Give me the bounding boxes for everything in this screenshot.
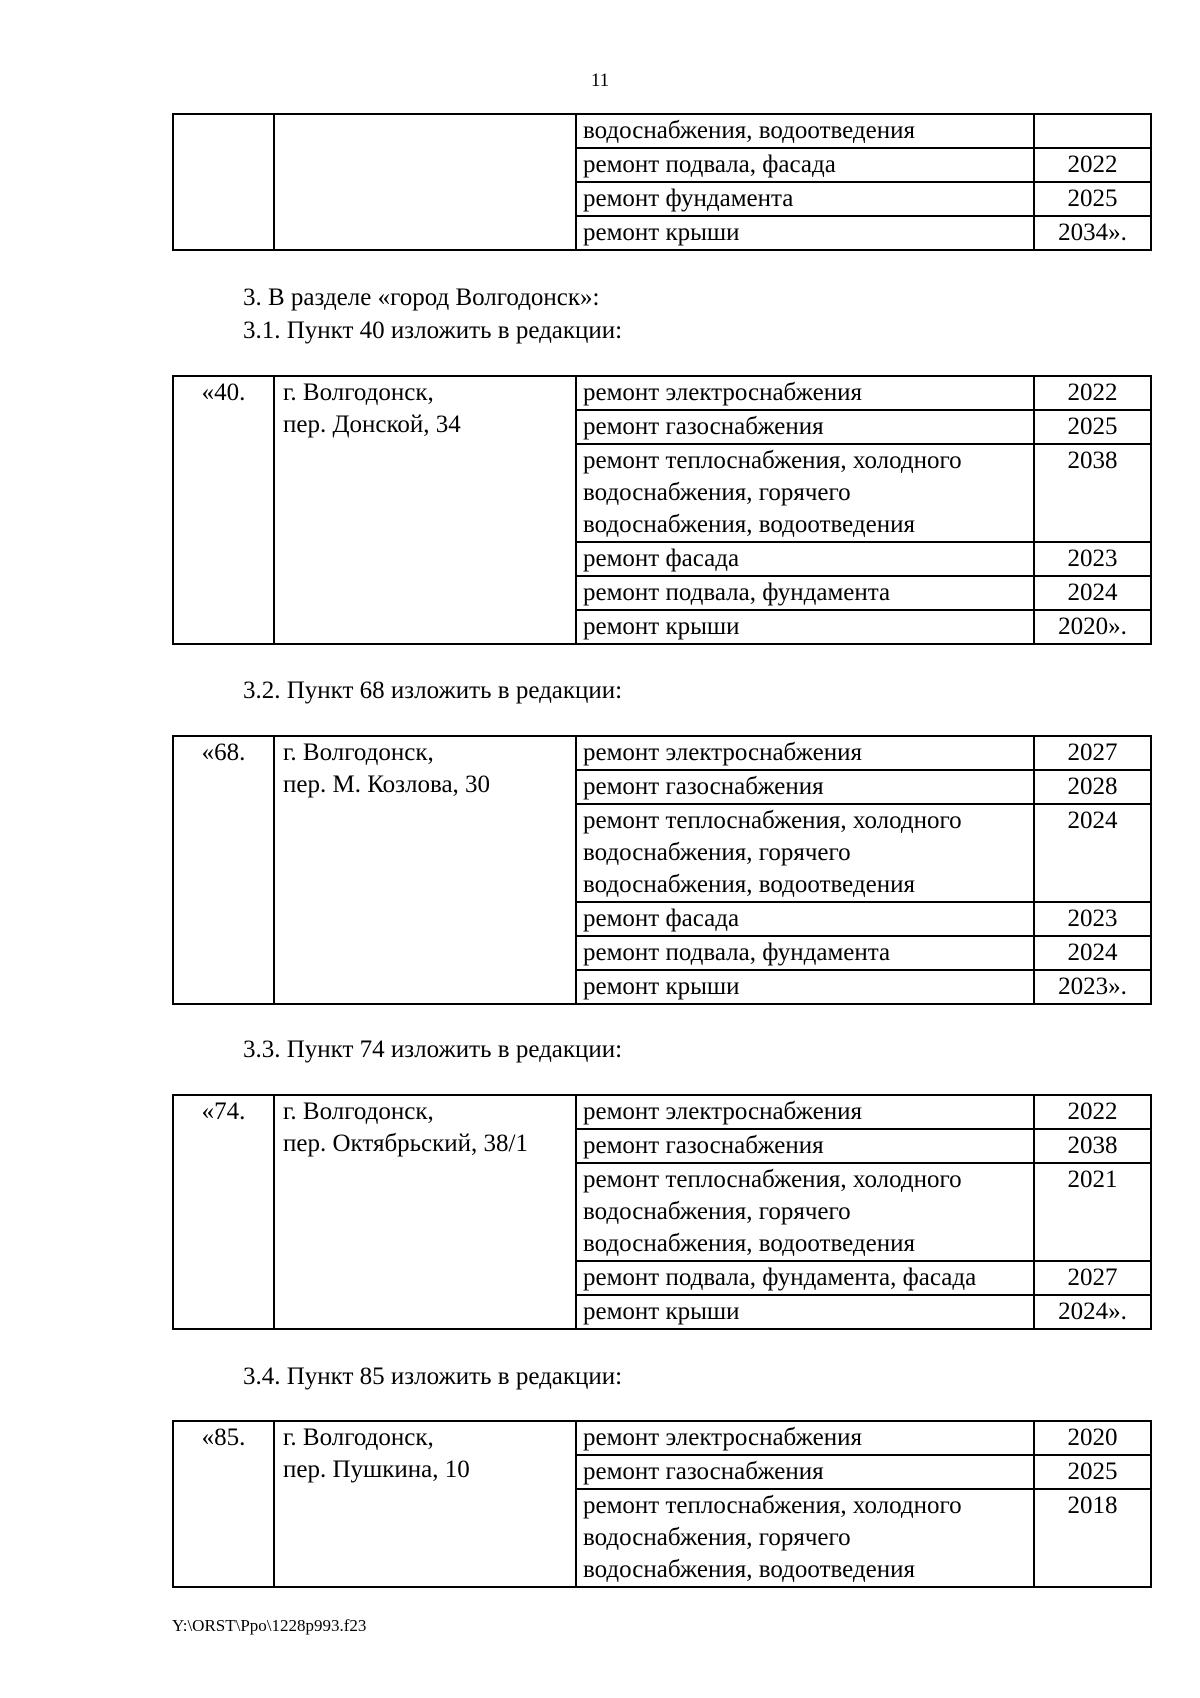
item-number: «85.	[173, 1421, 274, 1587]
work-type	[576, 1295, 1034, 1329]
item-number: «74.	[173, 1095, 274, 1329]
work-type	[576, 376, 1034, 410]
work-type	[576, 936, 1034, 970]
cell-text-line: ремонт подвала, фундамента, фасада	[583, 1264, 977, 1291]
item-table-40	[172, 375, 1152, 645]
cell-text-line: ремонт подвала, фундамента	[583, 939, 891, 966]
table-row	[173, 376, 1151, 410]
item-table-68	[172, 735, 1152, 1005]
work-type	[576, 1163, 1034, 1261]
work-type	[576, 970, 1034, 1004]
work-year: 2020	[1034, 1421, 1151, 1455]
cell-text-line: ремонт теплоснабжения, холодного	[583, 1492, 962, 1519]
item-table-85	[172, 1420, 1152, 1588]
work-type	[576, 444, 1034, 542]
work-type	[576, 1095, 1034, 1129]
cell-text-line: ремонт подвала, фундамента	[583, 579, 891, 606]
work-year: 2038	[1034, 444, 1151, 542]
cell-text-line: пер. М. Козлова, 30	[283, 771, 491, 798]
cell-text-line: водоснабжения, водоотведения	[583, 511, 915, 538]
cell-text-line: водоснабжения, водоотведения	[583, 117, 915, 144]
cell-text-line: ремонт крыши	[583, 613, 740, 640]
instruction-3-3: 3.3. Пункт 74 изложить в редакции:	[243, 1036, 623, 1063]
work-year: 2024	[1034, 576, 1151, 610]
cell-text-line: ремонт теплоснабжения, холодного	[583, 447, 962, 474]
work-type	[576, 410, 1034, 444]
work-year: 2025	[1034, 182, 1151, 216]
work-year: 2038	[1034, 1129, 1151, 1163]
section-heading: 3. В разделе «город Волгодонск»:	[243, 284, 600, 311]
cell-text-line: водоснабжения, водоотведения	[583, 1230, 915, 1257]
work-type	[576, 216, 1034, 250]
work-type	[576, 804, 1034, 902]
item-address	[274, 1095, 576, 1329]
item-number	[173, 114, 274, 250]
cell-text-line: водоснабжения, водоотведения	[583, 1556, 915, 1583]
cell-text-line: водоснабжения, горячего	[583, 479, 851, 506]
instruction-3-2: 3.2. Пункт 68 изложить в редакции:	[243, 677, 623, 704]
cell-text-line: ремонт газоснабжения	[583, 413, 824, 440]
work-year: 2024	[1034, 804, 1151, 902]
work-type	[576, 610, 1034, 644]
cell-text-line: пер. Пушкина, 10	[283, 1456, 470, 1483]
work-year: 2022	[1034, 148, 1151, 182]
work-type	[576, 770, 1034, 804]
cell-text-line: ремонт газоснабжения	[583, 1458, 824, 1485]
item-address	[274, 376, 576, 644]
cell-text-line: г. Волгодонск,	[283, 1098, 434, 1125]
work-year: 2020».	[1034, 610, 1151, 644]
work-type	[576, 576, 1034, 610]
table-row	[173, 1095, 1151, 1129]
footer-file-path: Y:\ORST\Ppo\1228p993.f23	[172, 1616, 367, 1635]
cell-text-line: ремонт газоснабжения	[583, 1132, 824, 1159]
cell-text-line: ремонт фасада	[583, 545, 740, 572]
cell-text-line: водоснабжения, водоотведения	[583, 871, 915, 898]
table-row	[173, 736, 1151, 770]
work-year: 2034».	[1034, 216, 1151, 250]
item-address	[274, 114, 576, 250]
work-type	[576, 902, 1034, 936]
cell-text-line: водоснабжения, горячего	[583, 1198, 851, 1225]
instruction-3-1: 3.1. Пункт 40 изложить в редакции:	[243, 317, 623, 344]
cell-text-line: ремонт крыши	[583, 219, 740, 246]
cell-text-line: ремонт фундамента	[583, 185, 794, 212]
work-year: 2024».	[1034, 1295, 1151, 1329]
work-year: 2023	[1034, 902, 1151, 936]
work-type	[576, 148, 1034, 182]
work-type	[576, 182, 1034, 216]
item-number: «40.	[173, 376, 274, 644]
cell-text-line: пер. Донской, 34	[283, 411, 461, 438]
work-year: 2021	[1034, 1163, 1151, 1261]
cell-text-line: ремонт электроснабжения	[583, 1424, 862, 1451]
item-address	[274, 736, 576, 1004]
cell-text-line: г. Волгодонск,	[283, 1424, 434, 1451]
cell-text-line: г. Волгодонск,	[283, 379, 434, 406]
work-year: 2027	[1034, 1261, 1151, 1295]
table-row	[173, 114, 1151, 148]
work-type	[576, 1261, 1034, 1295]
cell-text-line: водоснабжения, горячего	[583, 839, 851, 866]
work-type	[576, 1129, 1034, 1163]
work-year: 2028	[1034, 770, 1151, 804]
instruction-3-4: 3.4. Пункт 85 изложить в редакции:	[243, 1363, 623, 1390]
cell-text-line: пер. Октябрьский, 38/1	[283, 1130, 529, 1157]
work-year: 2023	[1034, 542, 1151, 576]
item-number: «68.	[173, 736, 274, 1004]
work-year: 2027	[1034, 736, 1151, 770]
work-year: 2025	[1034, 410, 1151, 444]
cell-text-line: ремонт электроснабжения	[583, 739, 862, 766]
cell-text-line: ремонт электроснабжения	[583, 379, 862, 406]
cell-text-line: ремонт крыши	[583, 1298, 740, 1325]
continuation-table	[172, 113, 1152, 251]
work-type	[576, 114, 1034, 148]
work-type	[576, 736, 1034, 770]
cell-text-line: ремонт подвала, фасада	[583, 151, 836, 178]
work-type	[576, 542, 1034, 576]
cell-text-line: ремонт теплоснабжения, холодного	[583, 807, 962, 834]
work-year: 2024	[1034, 936, 1151, 970]
work-year: 2023».	[1034, 970, 1151, 1004]
cell-text-line: г. Волгодонск,	[283, 739, 434, 766]
work-year	[1034, 114, 1151, 148]
cell-text-line: ремонт электроснабжения	[583, 1098, 862, 1125]
cell-text-line: водоснабжения, горячего	[583, 1524, 851, 1551]
work-type	[576, 1455, 1034, 1489]
work-type	[576, 1489, 1034, 1587]
item-table-74	[172, 1094, 1152, 1330]
work-type	[576, 1421, 1034, 1455]
cell-text-line: ремонт газоснабжения	[583, 773, 824, 800]
work-year: 2025	[1034, 1455, 1151, 1489]
table-row	[173, 1421, 1151, 1455]
item-address	[274, 1421, 576, 1587]
work-year: 2018	[1034, 1489, 1151, 1587]
cell-text-line: ремонт крыши	[583, 973, 740, 1000]
cell-text-line: ремонт теплоснабжения, холодного	[583, 1166, 962, 1193]
page-number: 11	[590, 70, 610, 91]
cell-text-line: ремонт фасада	[583, 905, 740, 932]
work-year: 2022	[1034, 1095, 1151, 1129]
work-year: 2022	[1034, 376, 1151, 410]
